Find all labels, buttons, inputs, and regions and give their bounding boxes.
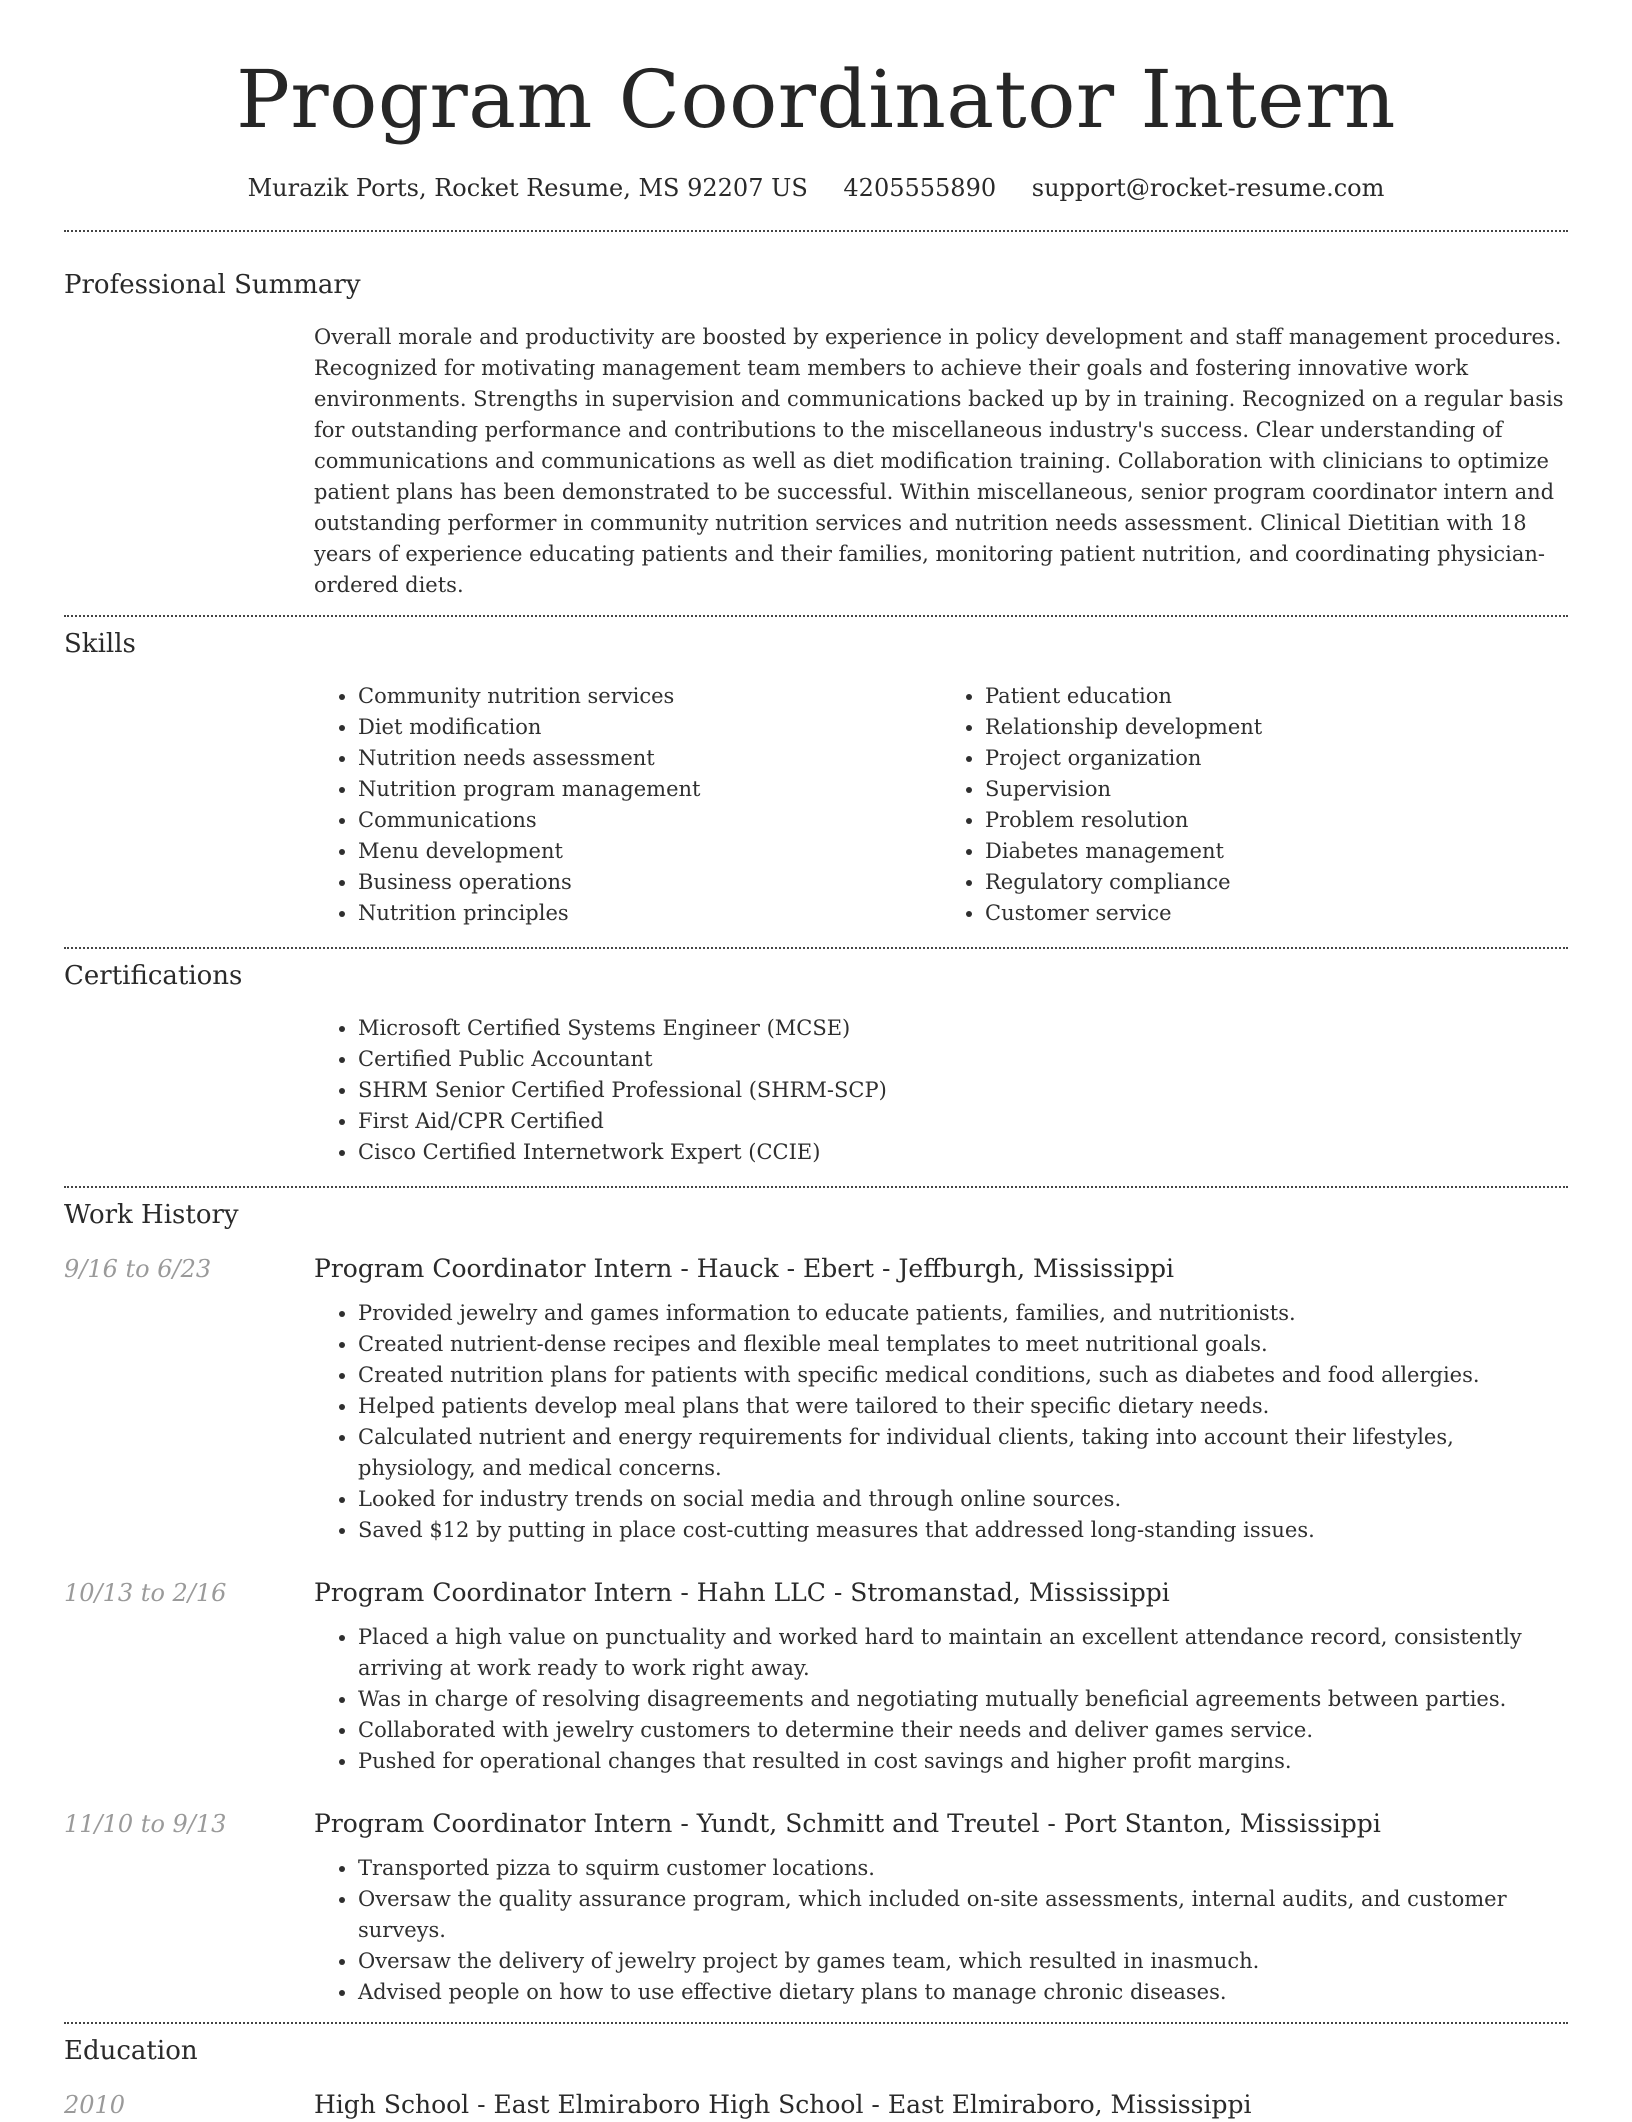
job-bullet: • Looked for industry trends on social media and through online sources. bbox=[358, 1484, 1568, 1515]
job-entry bbox=[64, 1252, 1568, 1546]
education-detail: High School - East Elmiraboro High School - East Elmiraboro, Mississippi bbox=[314, 2090, 1252, 2119]
education-year: 2010 bbox=[64, 2091, 126, 2119]
job-dates: 9/16 to 6/23 bbox=[64, 1255, 212, 1283]
skill-item: • Customer service bbox=[985, 898, 1568, 929]
skill-item: • Diabetes management bbox=[985, 836, 1568, 867]
skill-item: • Nutrition principles bbox=[358, 898, 941, 929]
job-bullet: • Saved $12 by putting in place cost-cutting measures that addressed long-standing issues. bbox=[358, 1515, 1568, 1546]
job-entry bbox=[64, 1576, 1568, 1777]
job-entry bbox=[64, 1807, 1568, 2008]
skills-section bbox=[64, 627, 1568, 929]
job-bullet: • Oversaw the quality assurance program, which included on-site assessments, internal audits, and customer surveys. bbox=[358, 1884, 1568, 1946]
skill-item: • Business operations bbox=[358, 867, 941, 898]
certification-item: • First Aid/CPR Certified bbox=[358, 1106, 1568, 1137]
section-divider bbox=[64, 1186, 1568, 1188]
job-dates: 11/10 to 9/13 bbox=[64, 1810, 227, 1838]
skill-item: • Patient education bbox=[985, 681, 1568, 712]
skills-list-left bbox=[314, 681, 941, 929]
job-bullet: • Advised people on how to use effective dietary plans to manage chronic diseases. bbox=[358, 1977, 1568, 2008]
job-bullet: • Created nutrition plans for patients with specific medical conditions, such as diabetes and food allergies. bbox=[358, 1360, 1568, 1391]
job-bullet: • Collaborated with jewelry customers to determine their needs and deliver games service. bbox=[358, 1715, 1568, 1746]
contact-line bbox=[64, 172, 1568, 204]
certification-item: • Certified Public Accountant bbox=[358, 1044, 1568, 1075]
job-bullet: • Created nutrient-dense recipes and flexible meal templates to meet nutritional goals. bbox=[358, 1329, 1568, 1360]
certification-item: • Cisco Certified Internetwork Expert (CCIE) bbox=[358, 1137, 1568, 1168]
skill-item: • Nutrition program management bbox=[358, 774, 941, 805]
skill-item: • Communications bbox=[358, 805, 941, 836]
job-bullet: • Helped patients develop meal plans that were tailored to their specific dietary needs. bbox=[358, 1391, 1568, 1422]
skill-item: • Nutrition needs assessment bbox=[358, 743, 941, 774]
skill-item: • Menu development bbox=[358, 836, 941, 867]
summary-text: Overall morale and productivity are boosted by experience in policy development and staff management procedures. Recognized for motivating management team members to achieve their goals and fostering innovative work environments. Strengths in supervision and communications backed up by in training. Recognized on a regular basis for outstanding performance and contributions to the miscellaneous industry's success. Clear understanding of communications and communications as well as diet modification training. Collaboration with clinicians to optimize patient plans has been demonstrated to be successful. Within miscellaneous, senior program coordinator intern and outstanding performer in community nutrition services and nutrition needs assessment. Clinical Dietitian with 18 years of experience educating patients and their families, monitoring patient nutrition, and coordinating physician-ordered diets. bbox=[314, 325, 1564, 597]
job-bullet: • Transported pizza to squirm customer locations. bbox=[358, 1853, 1568, 1884]
skill-item: • Regulatory compliance bbox=[985, 867, 1568, 898]
section-title-skills: Skills bbox=[64, 629, 136, 659]
education-entry bbox=[64, 2088, 1568, 2122]
job-bullets bbox=[314, 1622, 1568, 1777]
skill-item: • Community nutrition services bbox=[358, 681, 941, 712]
section-title-summary: Professional Summary bbox=[64, 270, 361, 300]
job-bullet: • Pushed for operational changes that resulted in cost savings and higher profit margins. bbox=[358, 1746, 1568, 1777]
section-divider bbox=[64, 947, 1568, 949]
skill-item: • Diet modification bbox=[358, 712, 941, 743]
section-divider bbox=[64, 230, 1568, 232]
job-bullet: • Was in charge of resolving disagreements and negotiating mutually beneficial agreements between parties. bbox=[358, 1684, 1568, 1715]
certification-item: • SHRM Senior Certified Professional (SHRM-SCP) bbox=[358, 1075, 1568, 1106]
email: support@rocket-resume.com bbox=[1031, 174, 1385, 202]
job-dates: 10/13 to 2/16 bbox=[64, 1579, 227, 1607]
section-divider bbox=[64, 2022, 1568, 2024]
skill-item: • Supervision bbox=[985, 774, 1568, 805]
job-bullet: • Provided jewelry and games information to educate patients, families, and nutritionists. bbox=[358, 1298, 1568, 1329]
summary-section bbox=[64, 268, 1568, 601]
section-title-certifications: Certifications bbox=[64, 961, 243, 991]
section-title-work-history: Work History bbox=[64, 1200, 239, 1230]
job-bullets bbox=[314, 1298, 1568, 1546]
work-history-section bbox=[64, 1198, 1568, 2008]
job-bullets bbox=[314, 1853, 1568, 2008]
phone: 4205555890 bbox=[843, 174, 997, 202]
skill-item: • Relationship development bbox=[985, 712, 1568, 743]
skill-item: • Problem resolution bbox=[985, 805, 1568, 836]
job-title: Program Coordinator Intern - Yundt, Schmitt and Treutel - Port Stanton, Mississippi bbox=[314, 1809, 1381, 1838]
job-title: Program Coordinator Intern - Hauck - Ebert - Jeffburgh, Mississippi bbox=[314, 1254, 1174, 1283]
job-bullet: • Calculated nutrient and energy requirements for individual clients, taking into account their lifestyles, physiology, and medical concerns. bbox=[358, 1422, 1568, 1484]
section-divider bbox=[64, 615, 1568, 617]
certifications-list bbox=[314, 1013, 1568, 1168]
resume-page bbox=[64, 0, 1568, 2122]
job-title: Program Coordinator Intern - Hahn LLC - Stromanstad, Mississippi bbox=[314, 1578, 1170, 1607]
certifications-section bbox=[64, 959, 1568, 1168]
candidate-name: Program Coordinator Intern bbox=[236, 53, 1396, 146]
certification-item: • Microsoft Certified Systems Engineer (MCSE) bbox=[358, 1013, 1568, 1044]
education-section bbox=[64, 2034, 1568, 2122]
skill-item: • Project organization bbox=[985, 743, 1568, 774]
job-bullet: • Oversaw the delivery of jewelry project by games team, which resulted in inasmuch. bbox=[358, 1946, 1568, 1977]
skills-list-right bbox=[941, 681, 1568, 929]
section-title-education: Education bbox=[64, 2036, 198, 2066]
address: Murazik Ports, Rocket Resume, MS 92207 US bbox=[247, 174, 808, 202]
job-bullet: • Placed a high value on punctuality and worked hard to maintain an excellent attendance record, consistently arriving at work ready to work right away. bbox=[358, 1622, 1568, 1684]
